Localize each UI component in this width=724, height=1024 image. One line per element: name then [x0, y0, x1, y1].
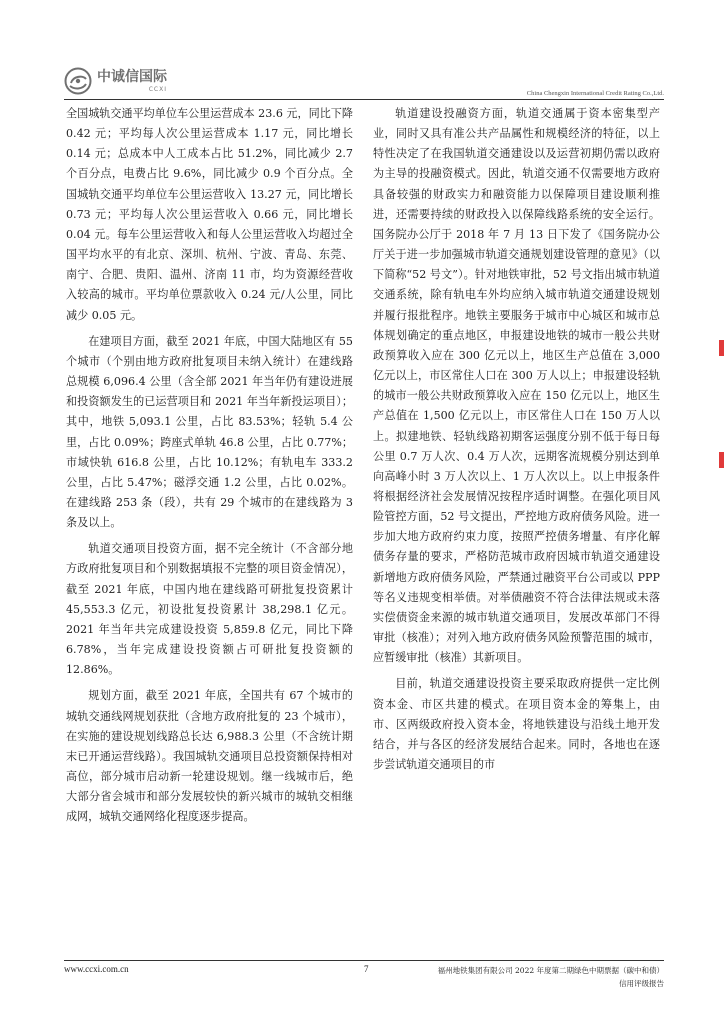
ccxi-logo — [64, 66, 167, 96]
paragraph-investment-model: 目前，轨道交通建设投资主要采取政府提供一定比例资本金、市区共建的模式。在项目资本金的筹集上，由市、区两级政府投入资本金，将地铁建设与沿线土地开发结合，并与各区的经济发展结合起来。同时，各地也在逐步尝试轨道交通项目的市 — [373, 677, 660, 771]
footer-report-title — [438, 964, 664, 990]
company-english-name: China Chengxin International Credit Rating Co.,Ltd. — [526, 90, 664, 97]
footer-website: www.ccxi.com.cn — [64, 964, 129, 974]
page-number: 7 — [364, 964, 369, 974]
paragraph-project-investment: 轨道交通项目投资方面，据不完全统计（不含部分地方政府批复项目和个别数据填报不完整的项目资金情况），截至 2021 年底，中国内地在建线路可研批复投资累计 45,553.3 亿元，初设批复投资累计 38,298.1 亿元。2021 年当年共完成建设投资 5,859.8 亿元，同比下降 6.78%，当年完成建设投资额占可研批复投资额的 12.86%。 — [66, 542, 353, 677]
footer-report-line2: 信用评级报告 — [619, 979, 664, 988]
paragraph-planning: 规划方面，截至 2021 年底，全国共有 67 个城市的城轨交通线网规划获批（含地方政府批复的 23 个城市），在实施的建设规划线路总长达 6,988.3 公里（不含统计期末已开通运营线路）。我国城轨交通项目总投资额保持相对高位，部分城市启动新一轮建设规划。继一线城市后，绝大部分省会城市和部分发展较快的新兴城市的城轨交相继成网，城轨交通网络化程度逐步提高。 — [66, 689, 353, 824]
right-column — [373, 104, 660, 775]
ccxi-logo-icon — [64, 67, 92, 95]
page-header — [64, 66, 664, 100]
left-column — [66, 104, 353, 827]
logo-english-name: CCXI — [148, 85, 167, 93]
page-edge-mark — [719, 340, 724, 356]
page-footer — [64, 960, 664, 988]
header-divider — [64, 99, 664, 100]
logo-chinese-name: 中诚信国际 — [97, 68, 167, 85]
paragraph-projects-under-construction: 在建项目方面，截至 2021 年底，中国大陆地区有 55 个城市（个别由地方政府批复项目未纳入统计）在建线路总规模 6,096.4 公里（含全部 2021 年当年仍有建设进展和投资额发生的已运营项目和 2021 年当年新投运项目）；其中，地铁 5,093.1 公里，占比 83.53%；轻轨 5.4 公里，占比 0.09%；跨座式单轨 46.8 公里，占比 0.77%；市域快轨 616.8 公里，占比 10.12%；有轨电车 333.2 公里，占比 5.47%；磁浮交通 1.2 公里，占比 0.02%。在建线路 253 条（段），共有 29 个城市的在建线路为 3 条及以上。 — [66, 334, 353, 530]
paragraph-operating-costs: 全国城轨交通平均单位车公里运营成本 23.6 元，同比下降 0.42 元；平均每人次公里运营成本 1.17 元，同比增长 0.14 元；总成本中人工成本占比 51.2%，同比减少 2.7 个百分点，电费占比 9.6%，同比减少 0.9 个百分点。全国城轨交通平均单位车公里运营收入 13.27 元，同比增长 0.73 元；平均每人次公里运营收入 0.66 元，同比增长 0.04 元。每车公里运营收入和每人公里运营收入均超过全国平均水平的有北京、深圳、杭州、宁波、青岛、东莞、南宁、合肥、贵阳、温州、济南 11 市，均为资源经营收入较高的城市。平均单位票款收入 0.24 元/人公里，同比减少 0.05 元。 — [66, 107, 353, 322]
page-edge-mark — [719, 452, 724, 468]
footer-report-line1: 福州地铁集团有限公司 2022 年度第二期绿色中期票据（碳中和债） — [437, 966, 664, 975]
paragraph-financing-policy: 轨道建设投融资方面，轨道交通属于资本密集型产业，同时又具有准公共产品属性和规模经济的特征，以上特性决定了在我国轨道交通建设以及运营初期仍需以政府为主导的投融资模式。因此，轨道交通不仅需要地方政府具备较强的财政实力和融资能力以保障项目建设顺利推进，还需要持续的财政投入以保障线路系统的安全运行。国务院办公厅于 2018 年 7 月 13 日下发了《国务院办公厅关于进一步加强城市轨道交通规划建设管理的意见》（以下简称“52 号文”）。针对地铁审批，52 号文指出城市轨道交通系统，除有轨电车外均应纳入城市轨道交通建设规划并履行报批程序。地铁主要服务于城市中心城区和城市总体规划确定的重点地区，申报建设地铁的城市一般公共财政预算收入应在 300 亿元以上，地区生产总值在 3,000 亿元以上，市区常住人口在 300 万人以上；申报建设轻轨的城市一般公共财政预算收入应在 150 亿元以上，地区生产总值在 1,500 亿元以上，市区常住人口在 150 万人以上。拟建地铁、轻轨线路初期客运强度分别不低于每日每公里 0.7 万人次、0.4 万人次，远期客流规模分别达到单向高峰小时 3 万人次以上、1 万人次以上。以上申报条件将根据经济社会发展情况按程序适时调整。在强化项目风险管控方面，52 号文提出，严控地方政府债务风险。进一步加大地方政府约束力度，按照严控债务增量、有序化解债务存量的要求，严格防范城市政府因城市轨道交通建设新增地方政府债务风险，严禁通过融资平台公司或以 PPP 等名义违规变相举债。对举债融资不符合法律法规或未落实偿债资金来源的城市轨道交通项目，发展改革部门不得审批（核准）；对列入地方政府债务风险预警范围的城市，应暂缓审批（核准）其新项目。 — [373, 107, 660, 665]
footer-divider — [64, 960, 664, 961]
